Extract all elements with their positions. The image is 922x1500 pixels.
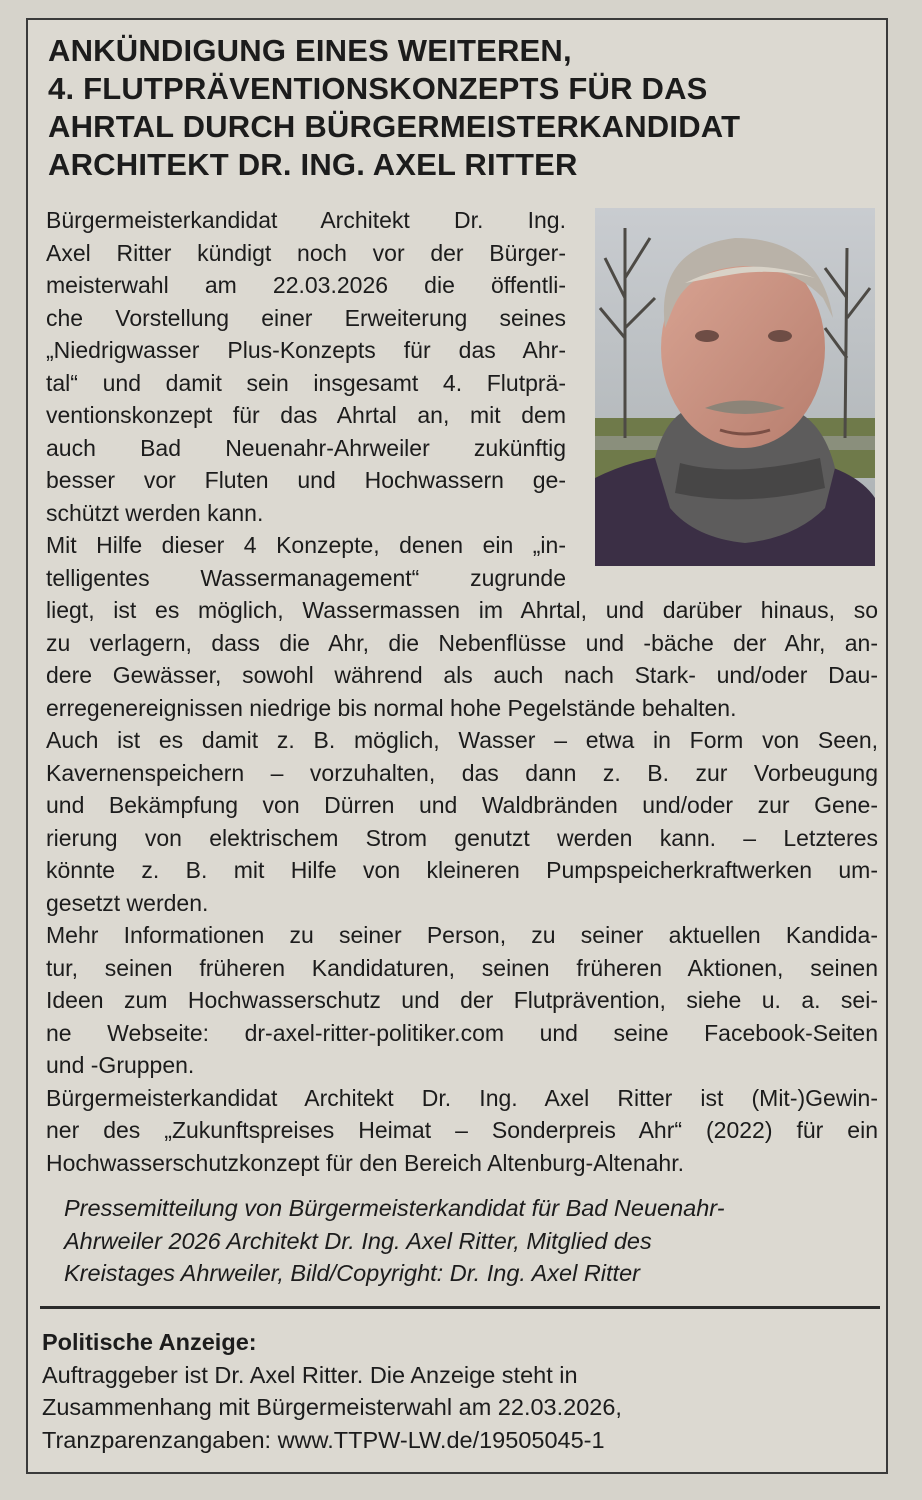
caption-line: Pressemitteilung von Bürgermeisterkandidat für Bad Neuenahr- — [64, 1195, 725, 1221]
ad-line: Zusammenhang mit Bürgermeisterwahl am 22.03.2026, — [42, 1394, 622, 1420]
body-line: auch Bad Neuenahr-Ahrweiler zukünftig — [46, 434, 566, 461]
body-line: ner des „Zukunftspreises Heimat – Sonderpreis Ahr“ (2022) für ein — [46, 1117, 878, 1143]
body-line: liegt, ist es möglich, Wassermassen im Ahrtal, und darüber hinaus, so — [46, 597, 878, 623]
body-line: könnte z. B. mit Hilfe von kleineren Pumpspeicherkraftwerken um- — [46, 857, 878, 883]
body-line: zu verlagern, dass die Ahr, die Nebenflüsse und -bäche der Ahr, an- — [46, 629, 878, 656]
body-line: dere Gewässer, sowohl während als auch nach Stark- und/oder Dau- — [46, 662, 878, 688]
headline-line: ANKÜNDIGUNG EINES WEITEREN, — [48, 33, 572, 68]
body-line: ventionskonzept für das Ahrtal an, mit dem — [46, 402, 566, 428]
political-ad-notice — [42, 1326, 872, 1456]
body-line: Ideen zum Hochwasserschutz und der Flutprävention, siehe u. a. sei- — [46, 987, 878, 1013]
body-line: und -Gruppen. — [46, 1052, 195, 1078]
body-line: meisterwahl am 22.03.2026 die öffentli- — [46, 272, 566, 298]
headline-line: AHRTAL DURCH BÜRGERMEISTERKANDIDAT — [48, 109, 741, 144]
ad-line: Auftraggeber ist Dr. Axel Ritter. Die Anzeige steht in — [42, 1361, 578, 1388]
ad-line: Tranzparenzangaben: www.TTPW-LW.de/19505045-1 — [42, 1426, 605, 1453]
press-caption — [64, 1192, 884, 1290]
body-line: Hochwasserschutzkonzept für den Bereich Altenburg-Altenahr. — [46, 1149, 684, 1176]
body-line: Bürgermeisterkandidat Architekt Dr. Ing. — [46, 207, 566, 233]
body-line: tal“ und damit sein insgesamt 4. Flutprä- — [46, 369, 566, 396]
body-line: ne Webseite: dr-axel-ritter-politiker.com und seine Facebook-Seiten — [46, 1019, 878, 1046]
body-line: Kavernenspeichern – vorzuhalten, das dann z. B. zur Vorbeugung — [46, 759, 878, 786]
body-line: erregenereignissen niedrige bis normal hohe Pegelstände behalten. — [46, 694, 737, 721]
caption-line: Kreistages Ahrweiler, Bild/Copyright: Dr. Ing. Axel Ritter — [64, 1260, 640, 1286]
body-line: und Bekämpfung von Dürren und Waldbränden und/oder zur Gene- — [46, 792, 878, 818]
headline-line: 4. FLUTPRÄVENTIONSKONZEPTS FÜR DAS — [48, 71, 708, 106]
body-line: „Niedrigwasser Plus-Konzepts für das Ahr- — [46, 337, 566, 363]
body-line: Auch ist es damit z. B. möglich, Wasser – etwa in Form von Seen, — [46, 727, 878, 753]
body-line: besser vor Fluten und Hochwassern ge- — [46, 467, 566, 493]
body-line: che Vorstellung einer Erweiterung seines — [46, 304, 566, 331]
body-line: tur, seinen früheren Kandidaturen, seinen früheren Aktionen, seinen — [46, 954, 878, 981]
headline — [48, 32, 878, 184]
body-line: Mit Hilfe dieser 4 Konzepte, denen ein „in- — [46, 532, 566, 558]
body-line: Axel Ritter kündigt noch vor der Bürger- — [46, 239, 566, 266]
divider — [40, 1306, 880, 1309]
body-line: rierung von elektrischem Strom genutzt werden kann. – Letzteres — [46, 824, 878, 851]
headline-line: ARCHITEKT DR. ING. AXEL RITTER — [48, 147, 578, 182]
ad-title: Politische Anzeige: — [42, 1329, 257, 1355]
body-line: schützt werden kann. — [46, 499, 264, 526]
body-line: Bürgermeisterkandidat Architekt Dr. Ing. Axel Ritter ist (Mit-)Gewin- — [46, 1084, 878, 1111]
body-line: gesetzt werden. — [46, 889, 209, 916]
caption-line: Ahrweiler 2026 Architekt Dr. Ing. Axel Ritter, Mitglied des — [64, 1227, 652, 1254]
body-line: Mehr Informationen zu seiner Person, zu seiner aktuellen Kandida- — [46, 922, 878, 948]
article-body — [46, 204, 880, 1179]
body-line: telligentes Wassermanagement“ zugrunde — [46, 564, 566, 591]
